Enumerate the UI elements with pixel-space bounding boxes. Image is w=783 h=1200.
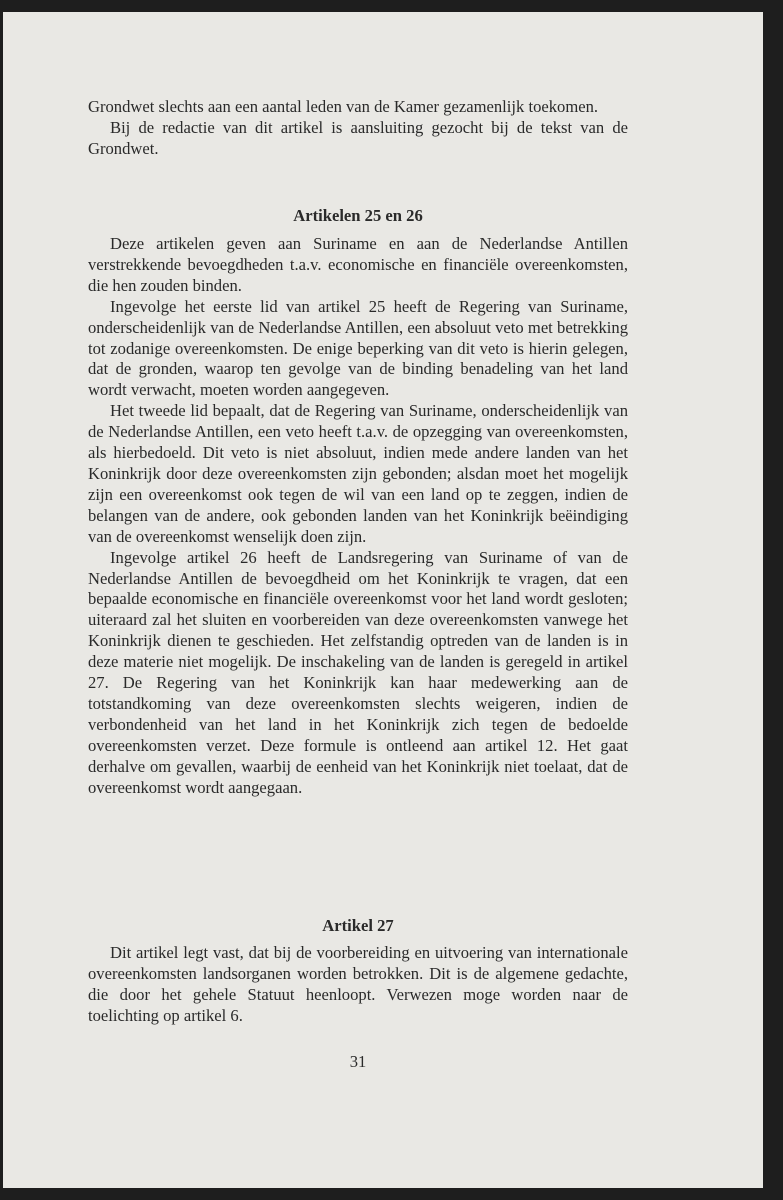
document-page xyxy=(3,12,763,1188)
section-text xyxy=(88,943,628,1027)
intro-text xyxy=(88,97,628,160)
section-heading: Artikelen 25 en 26 xyxy=(293,206,423,225)
page-number: 31 xyxy=(349,1052,367,1071)
paragraph: Grondwet slechts aan een aantal leden van de Kamer gezamenlijk toekomen. xyxy=(88,97,599,116)
paragraph: Ingevolge het eerste lid van artikel 25 heeft de Regering van Suriname, onderscheidenlijk van de Nederlandse Antillen, een absoluut veto met betrekking tot zodanige overeenkomsten. De enige beperking van dit veto is hierin gelegen, dat de gronden, waarop ten gevolge van de binding benadeling van het land wordt verwacht, moeten worden aangegeven. xyxy=(88,296,628,400)
paragraph: Ingevolge artikel 26 heeft de Landsregering van Suriname of van de Nederlandse Antillen de bevoegdheid om het Koninkrijk te vragen, dat een bepaalde economische en financiële overeenkomst voor het land wordt gesloten; uiteraard zal het sluiten en voorbereiden van deze overeenkomsten vanwege het Koninkrijk dienen te geschieden. Het zelfstandig optreden van de landen is in deze materie niet mogelijk. De inschakeling van de landen is geregeld in artikel 27. De Regering van het Koninkrijk kan haar medewerking aan de totstandkoming van deze overeenkomsten slechts weigeren, indien de verbondenheid van het land in het Koninkrijk zich tegen de bedoelde overeenkomsten verzet. Deze formule is ontleend aan artikel 12. Het gaat derhalve om gevallen, waarbij de eenheid van het Koninkrijk niet toelaat, dat de overeenkomst wordt aangegaan. xyxy=(88,547,628,797)
paragraph: Bij de redactie van dit artikel is aansluiting gezocht bij de tekst van de Grondwet. xyxy=(88,117,628,158)
section-text xyxy=(88,234,628,798)
paragraph: Het tweede lid bepaalt, dat de Regering van Suriname, onderscheidenlijk van de Nederlandse Antillen, een veto heeft t.a.v. de opzegging van overeenkomsten, als hierbedoeld. Dit veto is niet absoluut, indien mede andere landen van het Koninkrijk door deze overeenkomsten zijn gebonden; alsdan moet het mogelijk zijn een overeenkomst ook tegen de wil van een land op te zeggen, indien de belangen van de andere, ook gebonden landen van het Koninkrijk beëindiging van de overeenkomst wenselijk doen zijn. xyxy=(88,401,628,546)
section-heading: Artikel 27 xyxy=(322,916,394,935)
paragraph: Deze artikelen geven aan Suriname en aan de Nederlandse Antillen verstrekkende bevoegdheden t.a.v. economische en financiële overeenkomsten, die hen zouden binden. xyxy=(88,234,628,295)
paragraph: Dit artikel legt vast, dat bij de voorbereiding en uitvoering van internationale overeenkomsten landsorganen worden betrokken. Dit is de algemene gedachte, die door het gehele Statuut heenloopt. Verwezen moge worden naar de toelichting op artikel 6. xyxy=(88,943,628,1025)
